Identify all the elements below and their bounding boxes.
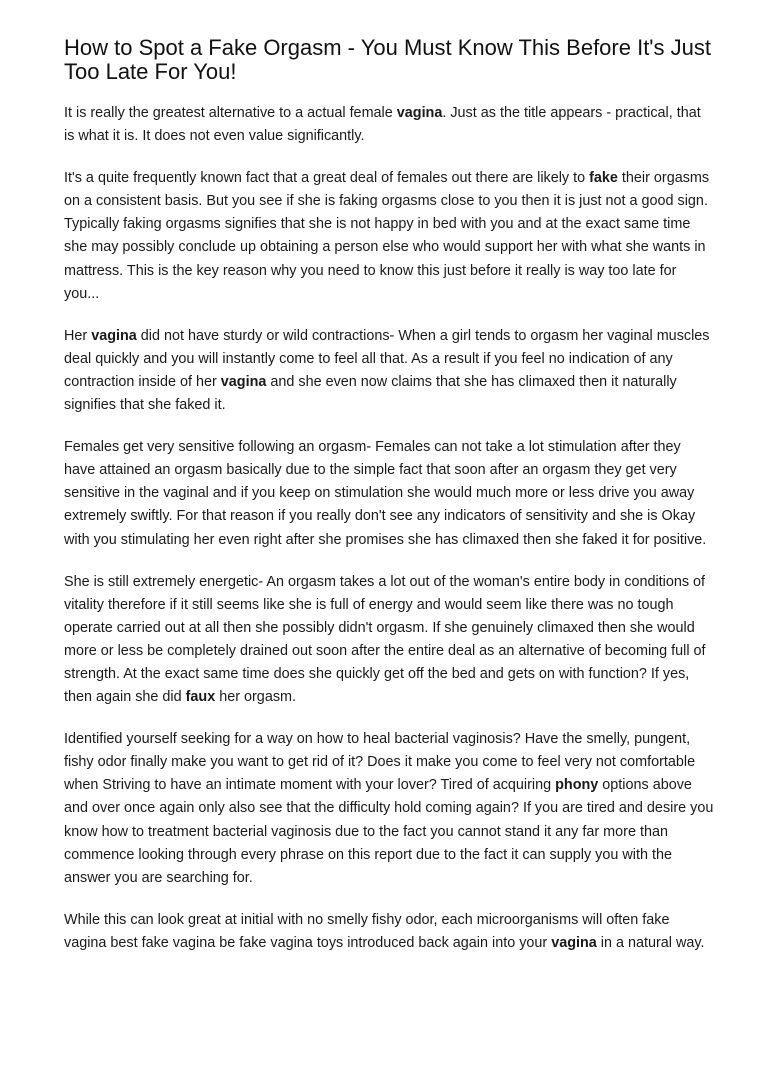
text-run: It's a quite frequently known fact that a great deal of females out there are likely to: [64, 170, 590, 187]
text-run: . Just as the title appears - practical, that is what it is. It does not even value significantly.: [64, 105, 701, 145]
bold-keyword: vagina: [220, 373, 267, 390]
paragraph-5: [64, 571, 714, 710]
text-run: Females get very sensitive following an orgasm- Females can not take a lot stimulation after they have attained an orgasm basically due to the simple fact that soon after an orgasm they get very sensitive in the vaginal and if you keep on stimulation she would much more or less drive you away extremely swiftly. For that reason if you really don't see any indicators of sensitivity and she is Okay with you stimulating her even right after she promises she has climaxed then she faked it for positive.: [64, 439, 707, 548]
paragraph-7: [64, 909, 714, 955]
text-run: her orgasm.: [215, 689, 296, 706]
paragraph-1: [64, 102, 714, 148]
paragraph-6: [64, 728, 714, 890]
document-title: How to Spot a Fake Orgasm - You Must Know This Before It's Just Too Late For You!: [64, 35, 711, 84]
bold-keyword: fake: [589, 170, 618, 187]
text-run: did not have sturdy or wild contractions- When a girl tends to orgasm her vaginal muscles deal quickly and you will instantly come to feel all that. As a result if you feel no indication of any contraction inside of her: [64, 327, 710, 390]
bold-keyword: vagina: [91, 327, 137, 344]
text-run: Identified yourself seeking for a way on how to heal bacterial vaginosis? Have the smelly, pungent, fishy odor finally make you want to get rid of it? Does it make you come to feel very not comfortable when Striving to have an intimate moment with your lover? Tired of acquiring: [64, 731, 696, 794]
text-run: their orgasms on a consistent basis. But you see if she is faking orgasms close to you then it is just not a good sign. Typically faking orgasms signifies that she is not happy in bed with you and at the exact same time she may possibly conclude up obtaining a person else who would support her with what she wants in mattress. This is the key reason why you need to know this just before it really is way too late for you...: [64, 170, 710, 302]
paragraph-3: [64, 325, 714, 417]
text-run: Her: [64, 327, 92, 344]
document-page: [64, 36, 714, 974]
bold-keyword: faux: [185, 689, 216, 706]
paragraph-2: [64, 167, 714, 306]
text-run: While this can look great at initial with no smelly fishy odor, each microorganisms will often fake vagina best fake vagina be fake vagina toys introduced back again into your: [64, 911, 670, 951]
text-run: and she even now claims that she has climaxed then it naturally signifies that she faked it.: [64, 373, 677, 414]
text-run: It is really the greatest alternative to a actual female: [64, 105, 397, 121]
text-run: in a natural way.: [596, 934, 705, 951]
paragraph-4: [64, 436, 714, 551]
bold-keyword: vagina: [396, 105, 443, 121]
text-run: She is still extremely energetic- An orgasm takes a lot out of the woman's entire body in conditions of vitality therefore if it still seems like she is full of energy and would seem like there was no tough operate carried out at all then she possibly didn't orgasm. If she genuinely climaxed then she would more or less be completely drained out soon after the entire deal as an alternative of becoming full of strength. At the exact same time does she quickly get off the bed and gets on with function? If yes, then again she did: [64, 573, 706, 706]
bold-keyword: phony: [555, 777, 599, 794]
text-run: options above and over once again only also see that the difficulty hold coming again? If you are tired and desire you know how to treatment bacterial vaginosis due to the fact you cannot stand it any far more than commence looking through every phrase on this report due to the fact it can supply you with the answer you are searching for.: [64, 777, 714, 886]
document-body: [64, 102, 714, 955]
bold-keyword: vagina: [551, 934, 597, 951]
